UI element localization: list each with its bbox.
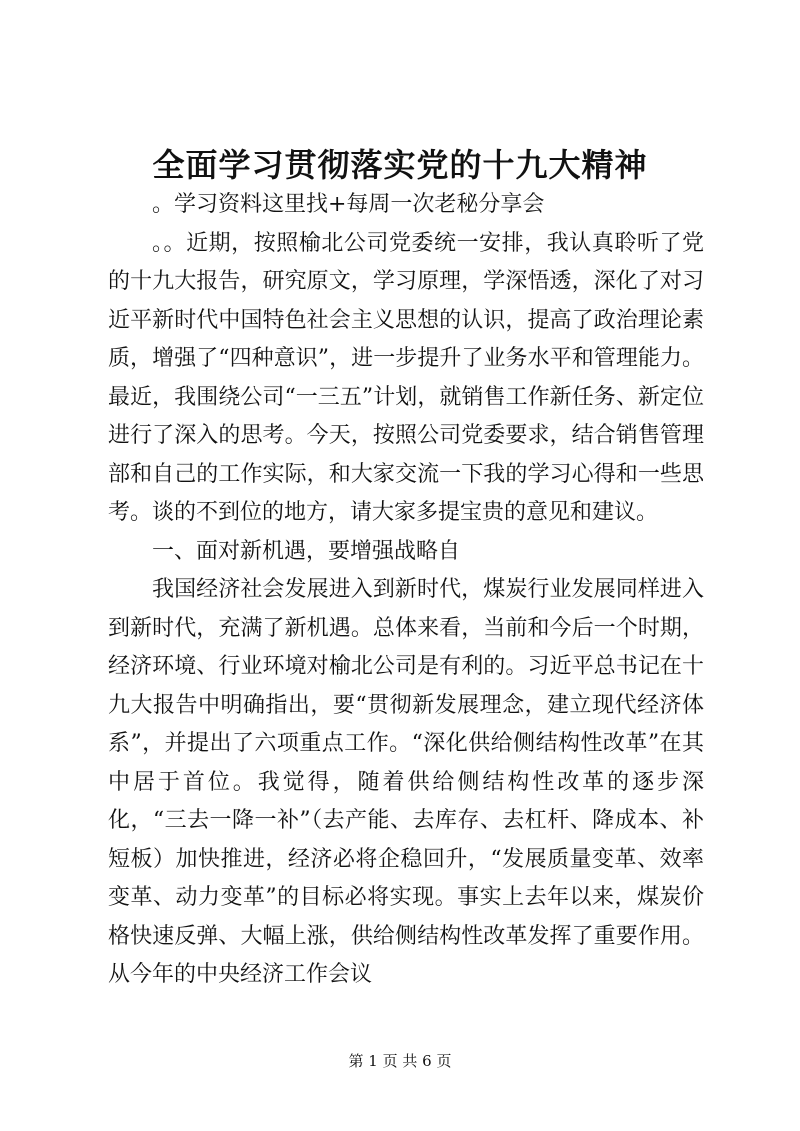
intro-note-paragraph: 。学习资料这里找+每周一次老秘分享会 bbox=[152, 192, 545, 217]
opening-paragraph: 。。近期，按照榆北公司党委统一安排，我认真聆听了党的十九大报告，研究原文，学习原理，学深悟透，深化了对习近平新时代中国特色社会主义思想的认识，提高了政治理论素质，增强了“四种意识”，进一步提升了业务水平和管理能力。最近，我围绕公司“一三五”计划，就销售工作新任务、新定位进行了深入的思考。今天，按照公司党委要求，结合销售管理部和自己的工作实际，和大家交流一下我的学习心得和一些思考。谈的不到位的地方，请大家多提宝贵的意见和建议。 bbox=[108, 230, 704, 525]
document-body bbox=[108, 186, 704, 995]
body-paragraph: 我国经济社会发展进入到新时代，煤炭行业发展同样进入到新时代，充满了新机遇。总体来看，当前和今后一个时期，经济环境、行业环境对榆北公司是有利的。习近平总书记在十九大报告中明确指出，要“贯彻新发展理念，建立现代经济体系”，并提出了六项重点工作。“深化供给侧结构性改革”在其中居于首位。我觉得，随着供给侧结构性改革的逐步深化，“三去一降一补”（去产能、去库存、去杠杆、降成本、补短板）加快推进，经济必将企稳回升，“发展质量变革、效率变革、动力变革”的目标必将实现。事实上去年以来，煤炭价格快速反弹、大幅上涨，供给侧结构性改革发挥了重要作用。从今年的中央经济工作会议 bbox=[108, 577, 704, 987]
document-title: 全面学习贯彻落实党的十九大精神 bbox=[152, 146, 648, 184]
section-heading: 一、面对新机遇，要增强战略自 bbox=[152, 538, 461, 564]
page-footer: 第 1 页 共 6 页 bbox=[348, 1052, 452, 1070]
